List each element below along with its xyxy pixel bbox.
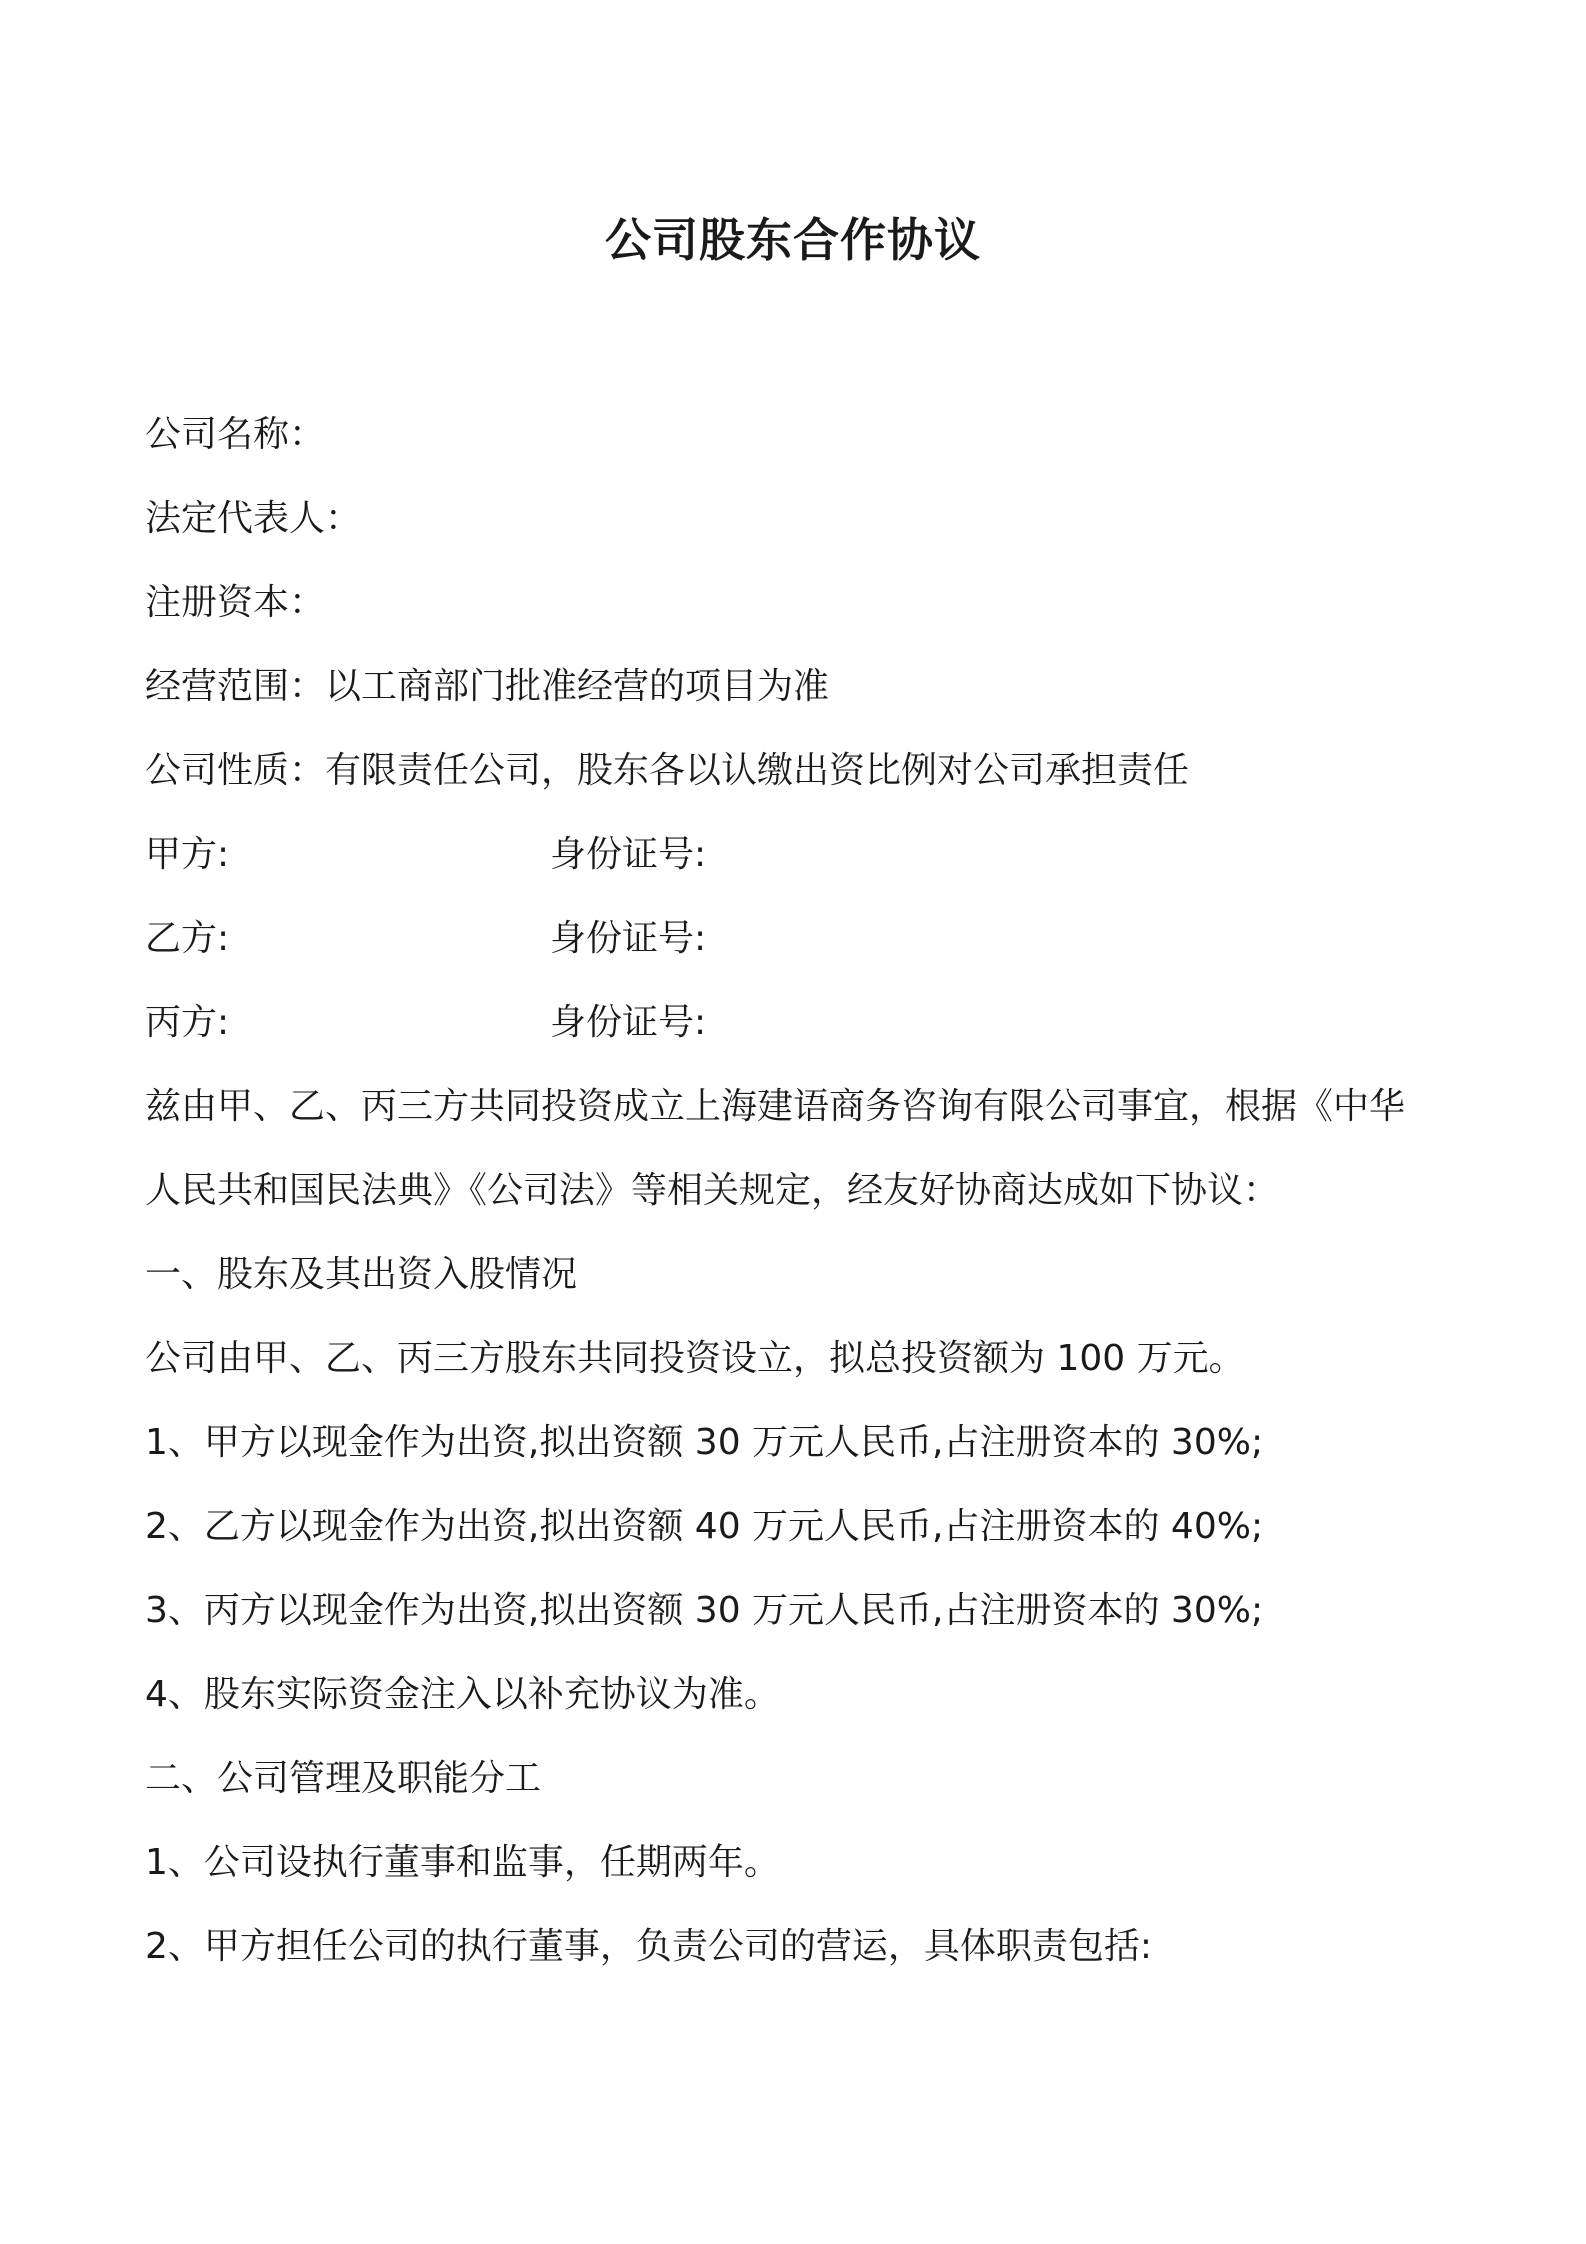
section-1-item-4: 4、股东实际资金注入以补充协议为准。 (145, 1674, 780, 1715)
party-a-id-label: 身份证号: (550, 834, 707, 875)
document-title: 公司股东合作协议 (605, 213, 981, 267)
business-scope-value: 以工商部门批准经营的项目为准 (325, 666, 830, 707)
section-1-item-3: 3、丙方以现金作为出资,拟出资额 30 万元人民币,占注册资本的 30%; (145, 1590, 1264, 1631)
section-2-item-1: 1、公司设执行董事和监事，任期两年。 (145, 1842, 780, 1883)
section-1-heading: 一、股东及其出资入股情况 (145, 1254, 578, 1295)
preamble-line-1: 兹由甲、乙、丙三方共同投资成立上海建语商务咨询有限公司事宜，根据《中华 (145, 1086, 1406, 1127)
party-c-id-label: 身份证号: (550, 1002, 707, 1043)
business-scope-field (145, 662, 829, 712)
section-2-item-2: 2、甲方担任公司的执行董事，负责公司的营运，具体职责包括: (145, 1926, 1153, 1967)
section-1-item-1: 1、甲方以现金作为出资,拟出资额 30 万元人民币,占注册资本的 30%; (145, 1422, 1264, 1463)
legal-representative-label: 法定代表人： (145, 498, 362, 539)
legal-representative-field (145, 494, 361, 544)
party-b-label: 乙方: (145, 918, 230, 959)
company-type-value: 有限责任公司，股东各以认缴出资比例对公司承担责任 (325, 750, 1190, 791)
company-name-field (145, 410, 325, 460)
preamble-line-2: 人民共和国民法典》《公司法》等相关规定，经友好协商达成如下协议： (145, 1170, 1280, 1211)
company-type-field (145, 746, 1189, 796)
registered-capital-label: 注册资本： (145, 582, 326, 623)
registered-capital-field (145, 578, 325, 628)
party-c-label: 丙方: (145, 1002, 230, 1043)
section-1-item-2: 2、乙方以现金作为出资,拟出资额 40 万元人民币,占注册资本的 40%; (145, 1506, 1264, 1547)
company-name-label: 公司名称： (145, 414, 326, 455)
section-1-intro: 公司由甲、乙、丙三方股东共同投资设立，拟总投资额为 100 万元。 (145, 1338, 1245, 1379)
party-b-id-label: 身份证号: (550, 918, 707, 959)
section-2-heading: 二、公司管理及职能分工 (145, 1758, 542, 1799)
business-scope-label: 经营范围： (145, 666, 326, 707)
party-a-label: 甲方: (145, 834, 230, 875)
company-type-label: 公司性质： (145, 750, 326, 791)
